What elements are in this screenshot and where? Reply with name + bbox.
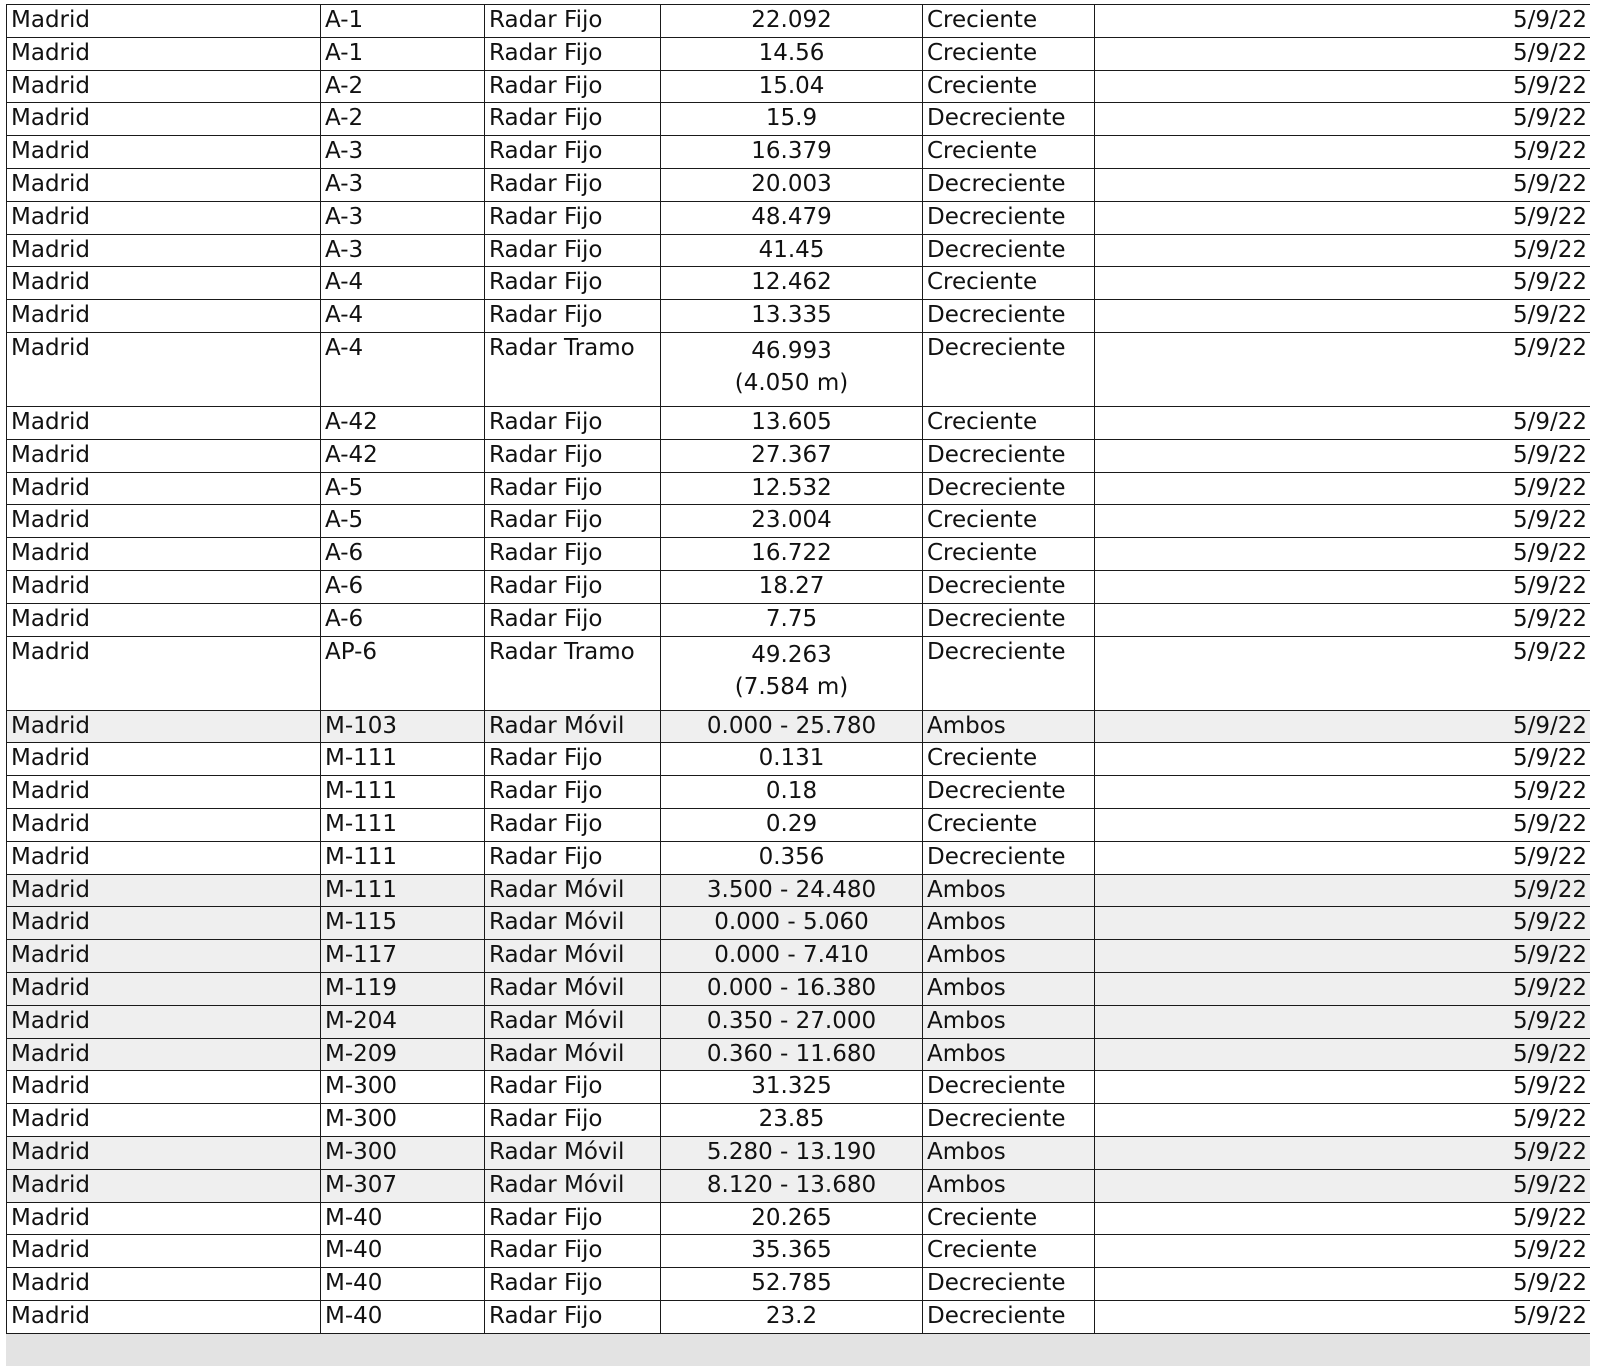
- km-length: (4.050 m): [734, 369, 849, 396]
- cell-sentido[interactable]: Creciente: [923, 5, 1095, 38]
- cell-sentido[interactable]: Ambos: [923, 1005, 1095, 1038]
- cell-sentido[interactable]: Ambos: [923, 1136, 1095, 1169]
- cell-carretera[interactable]: A-2: [321, 70, 485, 103]
- cell-sentido[interactable]: Decreciente: [923, 472, 1095, 505]
- cell-fecha[interactable]: 5/9/22: [1095, 439, 1591, 472]
- cell-carretera[interactable]: M-111: [321, 841, 485, 874]
- cell-km[interactable]: 0.18: [661, 776, 923, 809]
- cell-provincia[interactable]: Madrid: [7, 201, 321, 234]
- table-row: [7, 972, 1591, 1005]
- cell-provincia[interactable]: Madrid: [7, 1136, 321, 1169]
- table-row: [7, 267, 1591, 300]
- cell-tipo[interactable]: Radar Fijo: [485, 168, 661, 201]
- cell-fecha[interactable]: 5/9/22: [1095, 168, 1591, 201]
- cell-km[interactable]: 0.29: [661, 808, 923, 841]
- cell-carretera[interactable]: A-1: [321, 37, 485, 70]
- table-row: [7, 37, 1591, 70]
- cell-sentido[interactable]: Ambos: [923, 940, 1095, 973]
- table-row: [7, 472, 1591, 505]
- cell-km[interactable]: 48.479: [661, 201, 923, 234]
- table-row: [7, 636, 1591, 710]
- cell-carretera[interactable]: M-307: [321, 1169, 485, 1202]
- cell-fecha[interactable]: 5/9/22: [1095, 37, 1591, 70]
- cell-km[interactable]: 0.350 - 27.000: [661, 1005, 923, 1038]
- cell-sentido[interactable]: Ambos: [923, 1169, 1095, 1202]
- cell-fecha[interactable]: 5/9/22: [1095, 972, 1591, 1005]
- cell-fecha[interactable]: 5/9/22: [1095, 103, 1591, 136]
- cell-sentido[interactable]: Decreciente: [923, 201, 1095, 234]
- cell-carretera[interactable]: A-2: [321, 103, 485, 136]
- cell-tipo[interactable]: Radar Fijo: [485, 1235, 661, 1268]
- cell-carretera[interactable]: M-40: [321, 1235, 485, 1268]
- cell-provincia[interactable]: Madrid: [7, 1005, 321, 1038]
- cell-carretera[interactable]: A-5: [321, 505, 485, 538]
- cell-km[interactable]: 0.000 - 5.060: [661, 907, 923, 940]
- cell-km[interactable]: 23.004: [661, 505, 923, 538]
- cell-tipo[interactable]: Radar Fijo: [485, 201, 661, 234]
- cell-km[interactable]: 0.356: [661, 841, 923, 874]
- cell-provincia[interactable]: Madrid: [7, 1202, 321, 1235]
- cell-fecha[interactable]: 5/9/22: [1095, 1005, 1591, 1038]
- table-row: [7, 168, 1591, 201]
- table-row: [7, 603, 1591, 636]
- cell-km[interactable]: 22.092: [661, 5, 923, 38]
- cell-carretera[interactable]: A-4: [321, 332, 485, 406]
- cell-tipo[interactable]: Radar Fijo: [485, 37, 661, 70]
- cell-provincia[interactable]: Madrid: [7, 570, 321, 603]
- cell-provincia[interactable]: Madrid: [7, 37, 321, 70]
- cell-provincia[interactable]: Madrid: [7, 841, 321, 874]
- table-row: [7, 538, 1591, 571]
- cell-fecha[interactable]: 5/9/22: [1095, 907, 1591, 940]
- cell-sentido[interactable]: Decreciente: [923, 636, 1095, 710]
- cell-tipo[interactable]: Radar Fijo: [485, 776, 661, 809]
- km-value: 49.263: [751, 641, 832, 668]
- cell-fecha[interactable]: 5/9/22: [1095, 5, 1591, 38]
- table-row: [7, 332, 1591, 406]
- cell-provincia[interactable]: Madrid: [7, 1268, 321, 1301]
- cell-fecha[interactable]: 5/9/22: [1095, 70, 1591, 103]
- table-row: [7, 841, 1591, 874]
- cell-tipo[interactable]: Radar Móvil: [485, 1169, 661, 1202]
- cell-tipo[interactable]: Radar Fijo: [485, 1268, 661, 1301]
- cell-tipo[interactable]: Radar Fijo: [485, 1202, 661, 1235]
- cell-km[interactable]: 13.335: [661, 300, 923, 333]
- cell-fecha[interactable]: 5/9/22: [1095, 603, 1591, 636]
- cell-carretera[interactable]: M-300: [321, 1104, 485, 1137]
- cell-carretera[interactable]: M-300: [321, 1071, 485, 1104]
- cell-provincia[interactable]: Madrid: [7, 1169, 321, 1202]
- cell-km[interactable]: 15.9: [661, 103, 923, 136]
- cell-provincia[interactable]: Madrid: [7, 505, 321, 538]
- table-row: [7, 1038, 1591, 1071]
- cell-sentido[interactable]: Decreciente: [923, 1300, 1095, 1333]
- cell-carretera[interactable]: A-3: [321, 234, 485, 267]
- cell-provincia[interactable]: Madrid: [7, 1104, 321, 1137]
- cell-fecha[interactable]: 5/9/22: [1095, 234, 1591, 267]
- cell-carretera[interactable]: A-42: [321, 406, 485, 439]
- cell-fecha[interactable]: 5/9/22: [1095, 1169, 1591, 1202]
- cell-km[interactable]: 7.75: [661, 603, 923, 636]
- cell-sentido[interactable]: Creciente: [923, 808, 1095, 841]
- cell-carretera[interactable]: M-111: [321, 743, 485, 776]
- cell-sentido[interactable]: Decreciente: [923, 603, 1095, 636]
- cell-provincia[interactable]: Madrid: [7, 743, 321, 776]
- cell-sentido[interactable]: Creciente: [923, 136, 1095, 169]
- cell-tipo[interactable]: Radar Móvil: [485, 940, 661, 973]
- cell-carretera[interactable]: A-6: [321, 570, 485, 603]
- cell-tipo[interactable]: Radar Fijo: [485, 1104, 661, 1137]
- cell-carretera[interactable]: A-6: [321, 538, 485, 571]
- cell-provincia[interactable]: Madrid: [7, 103, 321, 136]
- cell-km[interactable]: 20.265: [661, 1202, 923, 1235]
- cell-fecha[interactable]: 5/9/22: [1095, 472, 1591, 505]
- cell-provincia[interactable]: Madrid: [7, 636, 321, 710]
- cell-provincia[interactable]: Madrid: [7, 1071, 321, 1104]
- cell-tipo[interactable]: Radar Fijo: [485, 300, 661, 333]
- cell-provincia[interactable]: Madrid: [7, 267, 321, 300]
- cell-carretera[interactable]: A-3: [321, 136, 485, 169]
- cell-km[interactable]: 0.360 - 11.680: [661, 1038, 923, 1071]
- cell-fecha[interactable]: 5/9/22: [1095, 940, 1591, 973]
- cell-fecha[interactable]: 5/9/22: [1095, 1104, 1591, 1137]
- table-row: [7, 1235, 1591, 1268]
- cell-carretera[interactable]: M-103: [321, 710, 485, 743]
- cell-km[interactable]: 18.27: [661, 570, 923, 603]
- table-row: [7, 1300, 1591, 1333]
- cell-sentido[interactable]: Decreciente: [923, 300, 1095, 333]
- cell-tipo[interactable]: Radar Móvil: [485, 972, 661, 1005]
- cell-carretera[interactable]: M-40: [321, 1268, 485, 1301]
- cell-km[interactable]: 35.365: [661, 1235, 923, 1268]
- cell-tipo[interactable]: Radar Fijo: [485, 743, 661, 776]
- table-row: [7, 808, 1591, 841]
- radar-table: [6, 4, 1590, 1334]
- cell-carretera[interactable]: M-119: [321, 972, 485, 1005]
- cell-sentido[interactable]: Creciente: [923, 406, 1095, 439]
- cell-sentido[interactable]: Decreciente: [923, 570, 1095, 603]
- table-row: [7, 710, 1591, 743]
- cell-tipo[interactable]: Radar Móvil: [485, 1038, 661, 1071]
- cell-km[interactable]: 52.785: [661, 1268, 923, 1301]
- table-row: [7, 1202, 1591, 1235]
- cell-km[interactable]: 20.003: [661, 168, 923, 201]
- cell-provincia[interactable]: Madrid: [7, 70, 321, 103]
- cell-tipo[interactable]: Radar Tramo: [485, 332, 661, 406]
- cell-sentido[interactable]: Ambos: [923, 972, 1095, 1005]
- cell-km[interactable]: 27.367: [661, 439, 923, 472]
- cell-sentido[interactable]: Ambos: [923, 710, 1095, 743]
- cell-tipo[interactable]: Radar Fijo: [485, 103, 661, 136]
- table-row: [7, 874, 1591, 907]
- cell-sentido[interactable]: Creciente: [923, 505, 1095, 538]
- table-row: [7, 201, 1591, 234]
- cell-provincia[interactable]: Madrid: [7, 234, 321, 267]
- cell-fecha[interactable]: 5/9/22: [1095, 1071, 1591, 1104]
- cell-provincia[interactable]: Madrid: [7, 472, 321, 505]
- cell-km[interactable]: [661, 332, 923, 406]
- cell-tipo[interactable]: Radar Fijo: [485, 505, 661, 538]
- cell-carretera[interactable]: M-209: [321, 1038, 485, 1071]
- cell-fecha[interactable]: 5/9/22: [1095, 538, 1591, 571]
- cell-tipo[interactable]: Radar Tramo: [485, 636, 661, 710]
- cell-sentido[interactable]: Decreciente: [923, 439, 1095, 472]
- table-row: [7, 1071, 1591, 1104]
- table-row: [7, 136, 1591, 169]
- cell-carretera[interactable]: A-3: [321, 168, 485, 201]
- cell-carretera[interactable]: M-111: [321, 808, 485, 841]
- cell-tipo[interactable]: Radar Fijo: [485, 234, 661, 267]
- cell-km[interactable]: 16.379: [661, 136, 923, 169]
- cell-carretera[interactable]: M-111: [321, 776, 485, 809]
- cell-provincia[interactable]: Madrid: [7, 710, 321, 743]
- cell-fecha[interactable]: 5/9/22: [1095, 808, 1591, 841]
- cell-km[interactable]: [661, 636, 923, 710]
- cell-carretera[interactable]: A-3: [321, 201, 485, 234]
- cell-provincia[interactable]: Madrid: [7, 603, 321, 636]
- cell-carretera[interactable]: M-40: [321, 1300, 485, 1333]
- cell-tipo[interactable]: Radar Fijo: [485, 267, 661, 300]
- cell-carretera[interactable]: A-5: [321, 472, 485, 505]
- cell-fecha[interactable]: 5/9/22: [1095, 332, 1591, 406]
- cell-sentido[interactable]: Creciente: [923, 1202, 1095, 1235]
- table-body: [7, 5, 1591, 1334]
- cell-provincia[interactable]: Madrid: [7, 1038, 321, 1071]
- cell-sentido[interactable]: Ambos: [923, 1038, 1095, 1071]
- table-row: [7, 1169, 1591, 1202]
- cell-fecha[interactable]: 5/9/22: [1095, 1300, 1591, 1333]
- cell-fecha[interactable]: 5/9/22: [1095, 1038, 1591, 1071]
- cell-km[interactable]: 0.000 - 25.780: [661, 710, 923, 743]
- cell-sentido[interactable]: Creciente: [923, 538, 1095, 571]
- cell-tipo[interactable]: Radar Fijo: [485, 439, 661, 472]
- table-row: [7, 570, 1591, 603]
- cell-sentido[interactable]: Creciente: [923, 1235, 1095, 1268]
- table-row: [7, 1136, 1591, 1169]
- cell-provincia[interactable]: Madrid: [7, 168, 321, 201]
- cell-provincia[interactable]: Madrid: [7, 776, 321, 809]
- cell-provincia[interactable]: Madrid: [7, 874, 321, 907]
- cell-tipo[interactable]: Radar Fijo: [485, 538, 661, 571]
- cell-carretera[interactable]: M-40: [321, 1202, 485, 1235]
- cell-km[interactable]: 16.722: [661, 538, 923, 571]
- table-row: [7, 103, 1591, 136]
- cell-fecha[interactable]: 5/9/22: [1095, 1202, 1591, 1235]
- cell-fecha[interactable]: 5/9/22: [1095, 743, 1591, 776]
- cell-km[interactable]: 12.532: [661, 472, 923, 505]
- cell-tipo[interactable]: Radar Móvil: [485, 907, 661, 940]
- table-row: [7, 439, 1591, 472]
- cell-sentido[interactable]: Ambos: [923, 874, 1095, 907]
- cell-fecha[interactable]: 5/9/22: [1095, 1136, 1591, 1169]
- cell-km[interactable]: 23.2: [661, 1300, 923, 1333]
- table-row: [7, 1268, 1591, 1301]
- cell-provincia[interactable]: Madrid: [7, 538, 321, 571]
- table-row: [7, 406, 1591, 439]
- cell-tipo[interactable]: Radar Fijo: [485, 1071, 661, 1104]
- spreadsheet-area: [6, 4, 1590, 1366]
- table-row: [7, 1104, 1591, 1137]
- cell-km[interactable]: 5.280 - 13.190: [661, 1136, 923, 1169]
- cell-tipo[interactable]: Radar Móvil: [485, 1005, 661, 1038]
- cell-tipo[interactable]: Radar Fijo: [485, 70, 661, 103]
- cell-fecha[interactable]: 5/9/22: [1095, 776, 1591, 809]
- cell-tipo[interactable]: Radar Fijo: [485, 5, 661, 38]
- cell-km[interactable]: 14.56: [661, 37, 923, 70]
- cell-sentido[interactable]: Creciente: [923, 743, 1095, 776]
- cell-tipo[interactable]: Radar Fijo: [485, 136, 661, 169]
- table-row: [7, 743, 1591, 776]
- cell-tipo[interactable]: Radar Móvil: [485, 874, 661, 907]
- cell-carretera[interactable]: M-117: [321, 940, 485, 973]
- cell-fecha[interactable]: 5/9/22: [1095, 636, 1591, 710]
- cell-km[interactable]: 0.000 - 16.380: [661, 972, 923, 1005]
- cell-fecha[interactable]: 5/9/22: [1095, 1268, 1591, 1301]
- cell-carretera[interactable]: M-115: [321, 907, 485, 940]
- cell-carretera[interactable]: A-6: [321, 603, 485, 636]
- table-row: [7, 940, 1591, 973]
- cell-provincia[interactable]: Madrid: [7, 972, 321, 1005]
- cell-fecha[interactable]: 5/9/22: [1095, 710, 1591, 743]
- km-length: (7.584 m): [734, 673, 849, 700]
- cell-fecha[interactable]: 5/9/22: [1095, 136, 1591, 169]
- cell-km[interactable]: 15.04: [661, 70, 923, 103]
- cell-sentido[interactable]: Decreciente: [923, 332, 1095, 406]
- cell-sentido[interactable]: Creciente: [923, 70, 1095, 103]
- cell-carretera[interactable]: A-1: [321, 5, 485, 38]
- cell-carretera[interactable]: M-111: [321, 874, 485, 907]
- cell-provincia[interactable]: Madrid: [7, 1300, 321, 1333]
- cell-sentido[interactable]: Creciente: [923, 37, 1095, 70]
- cell-km[interactable]: 23.85: [661, 1104, 923, 1137]
- table-row: [7, 505, 1591, 538]
- km-value: 46.993: [751, 337, 832, 364]
- cell-provincia[interactable]: Madrid: [7, 439, 321, 472]
- cell-tipo[interactable]: Radar Fijo: [485, 603, 661, 636]
- cell-fecha[interactable]: 5/9/22: [1095, 841, 1591, 874]
- cell-tipo[interactable]: Radar Móvil: [485, 1136, 661, 1169]
- cell-tipo[interactable]: Radar Móvil: [485, 710, 661, 743]
- cell-sentido[interactable]: Decreciente: [923, 776, 1095, 809]
- cell-provincia[interactable]: Madrid: [7, 136, 321, 169]
- table-row: [7, 776, 1591, 809]
- cell-sentido[interactable]: Decreciente: [923, 1104, 1095, 1137]
- cell-km[interactable]: 8.120 - 13.680: [661, 1169, 923, 1202]
- cell-km[interactable]: 31.325: [661, 1071, 923, 1104]
- cell-provincia[interactable]: Madrid: [7, 1235, 321, 1268]
- cell-provincia[interactable]: Madrid: [7, 5, 321, 38]
- cell-sentido[interactable]: Decreciente: [923, 234, 1095, 267]
- cell-sentido[interactable]: Decreciente: [923, 841, 1095, 874]
- cell-provincia[interactable]: Madrid: [7, 332, 321, 406]
- cell-provincia[interactable]: Madrid: [7, 907, 321, 940]
- table-row: [7, 907, 1591, 940]
- cell-sentido[interactable]: Ambos: [923, 907, 1095, 940]
- cell-fecha[interactable]: 5/9/22: [1095, 874, 1591, 907]
- cell-carretera[interactable]: A-4: [321, 267, 485, 300]
- cell-fecha[interactable]: 5/9/22: [1095, 300, 1591, 333]
- cell-fecha[interactable]: 5/9/22: [1095, 267, 1591, 300]
- cell-km[interactable]: 3.500 - 24.480: [661, 874, 923, 907]
- cell-sentido[interactable]: Decreciente: [923, 1071, 1095, 1104]
- table-row: [7, 234, 1591, 267]
- cell-tipo[interactable]: Radar Fijo: [485, 841, 661, 874]
- cell-km[interactable]: 13.605: [661, 406, 923, 439]
- cell-carretera[interactable]: M-204: [321, 1005, 485, 1038]
- cell-km[interactable]: 12.462: [661, 267, 923, 300]
- cell-km[interactable]: 0.131: [661, 743, 923, 776]
- cell-carretera[interactable]: M-300: [321, 1136, 485, 1169]
- table-row: [7, 70, 1591, 103]
- cell-carretera[interactable]: A-42: [321, 439, 485, 472]
- table-row: [7, 5, 1591, 38]
- table-row: [7, 1005, 1591, 1038]
- cell-provincia[interactable]: Madrid: [7, 300, 321, 333]
- cell-tipo[interactable]: Radar Fijo: [485, 472, 661, 505]
- cell-carretera[interactable]: A-4: [321, 300, 485, 333]
- cell-sentido[interactable]: Decreciente: [923, 1268, 1095, 1301]
- cell-provincia[interactable]: Madrid: [7, 808, 321, 841]
- cell-sentido[interactable]: Creciente: [923, 267, 1095, 300]
- cell-fecha[interactable]: 5/9/22: [1095, 406, 1591, 439]
- cell-tipo[interactable]: Radar Fijo: [485, 1300, 661, 1333]
- cell-provincia[interactable]: Madrid: [7, 406, 321, 439]
- cell-fecha[interactable]: 5/9/22: [1095, 201, 1591, 234]
- cell-fecha[interactable]: 5/9/22: [1095, 1235, 1591, 1268]
- cell-tipo[interactable]: Radar Fijo: [485, 808, 661, 841]
- cell-tipo[interactable]: Radar Fijo: [485, 406, 661, 439]
- cell-km[interactable]: 0.000 - 7.410: [661, 940, 923, 973]
- cell-km[interactable]: 41.45: [661, 234, 923, 267]
- cell-tipo[interactable]: Radar Fijo: [485, 570, 661, 603]
- cell-fecha[interactable]: 5/9/22: [1095, 570, 1591, 603]
- cell-fecha[interactable]: 5/9/22: [1095, 505, 1591, 538]
- cell-carretera[interactable]: AP-6: [321, 636, 485, 710]
- cell-sentido[interactable]: Decreciente: [923, 168, 1095, 201]
- cell-provincia[interactable]: Madrid: [7, 940, 321, 973]
- table-row: [7, 300, 1591, 333]
- cell-sentido[interactable]: Decreciente: [923, 103, 1095, 136]
